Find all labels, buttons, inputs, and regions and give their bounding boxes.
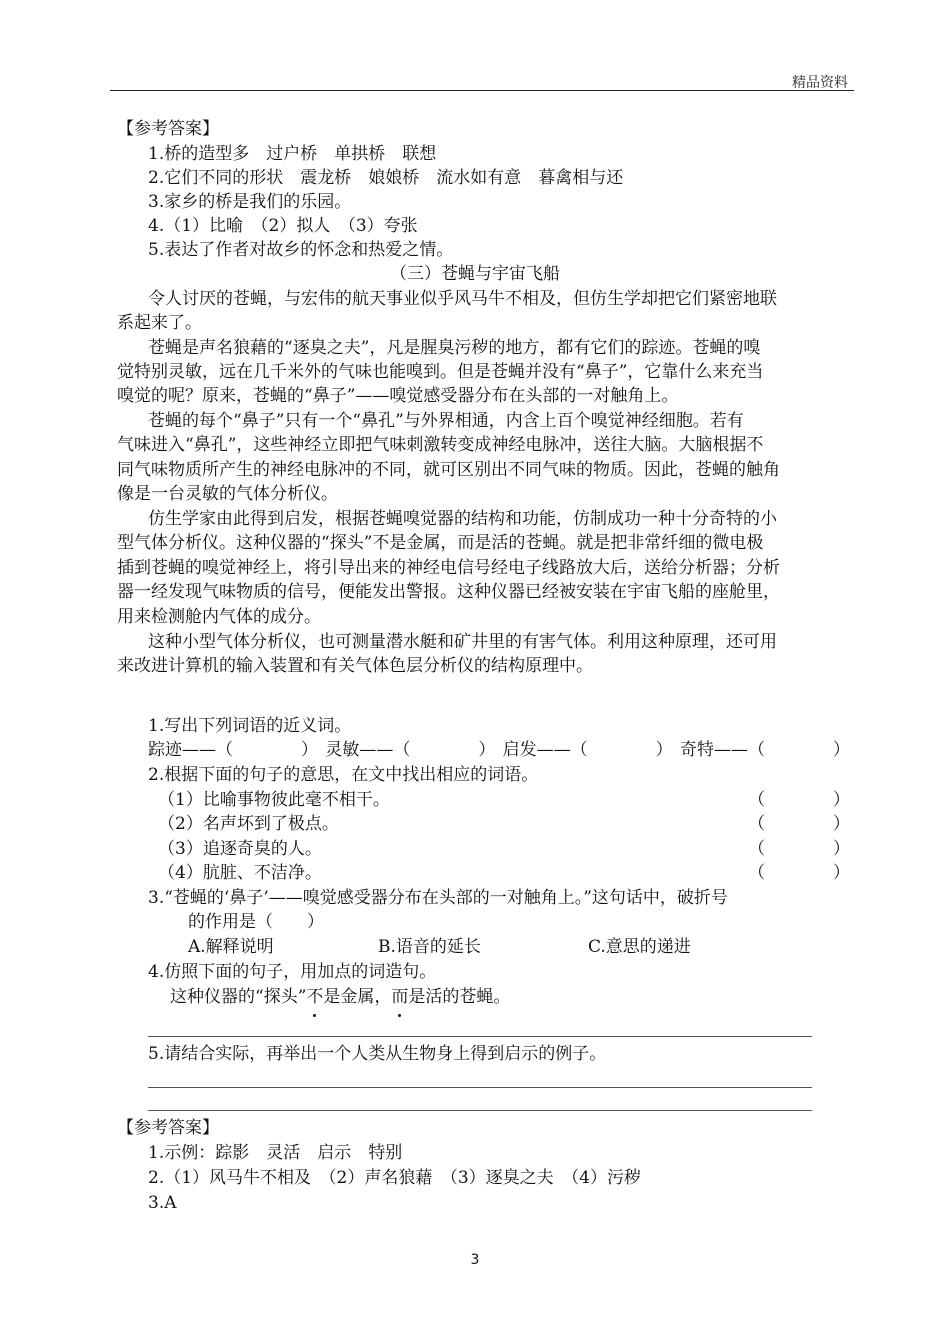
question-5: 5.请结合实际，再举出一个人类从生物身上得到启示的例子。 (148, 1044, 607, 1064)
option-c: C.意思的递进 (588, 937, 691, 957)
answers-heading: 【参考答案】 (117, 119, 219, 139)
article-title: （三）苍蝇与宇宙飞船 (390, 264, 560, 284)
answer-item: 3.家乡的桥是我们的乐园。 (148, 192, 352, 212)
answer-item: 4.（1）比喻 （2）拟人 （3）夸张 (148, 216, 418, 236)
question-1: 1.写出下列词语的近义词。 (148, 716, 352, 736)
synonym-blank: 灵敏——（ ） (325, 740, 496, 760)
emphasis-word: 而 (391, 987, 409, 1007)
question-2-item: （1）比喻事物彼此毫不相干。 （ ） (158, 790, 850, 810)
answer-blank: （ ） (748, 863, 850, 883)
article-line: 这种小型气体分析仪，也可测量潜水艇和矿井里的有害气体。利用这种原理，还可用 (148, 632, 777, 652)
question-1-items (148, 738, 850, 762)
article-line: 嗅觉的呢？原来，苍蝇的“鼻子”——嗅觉感受器分布在头部的一对触角上。 (117, 386, 679, 406)
article-line: 来改进计算机的输入装置和有关气体色层分析仪的结构原理中。 (117, 656, 593, 676)
article-line: 苍蝇是声名狼藉的“逐臭之夫”，凡是腥臭污秽的地方，都有它们的踪迹。苍蝇的嗅 (148, 338, 761, 358)
page-number: 3 (470, 1252, 480, 1268)
answer-line (148, 1110, 812, 1111)
answer-line (148, 1036, 812, 1037)
article-line: 同气味物质所产生的神经电脉冲的不同，就可区别出不同气味的物质。因此，苍蝇的触角 (117, 460, 780, 480)
answer-item: 1.桥的造型多 过户桥 单拱桥 联想 (148, 144, 437, 164)
question-2: 2.根据下面的句子的意思，在文中找出相应的词语。 (148, 765, 539, 785)
question-2-item: （2）名声坏到了极点。 （ ） (158, 814, 850, 834)
option-a: A.解释说明 (188, 937, 274, 957)
article-line: 型气体分析仪。这种仪器的“探头”不是金属，而是活的苍蝇。就是把非常纤细的微电极 (117, 533, 764, 553)
answer-item: 2.（1）风马牛不相及 （2）声名狼藉 （3）逐臭之夫 （4）污秽 (148, 1168, 641, 1188)
article-line: 用来检测舱内气体的成分。 (117, 607, 321, 627)
question-3-cont: 的作用是（ ） (188, 912, 324, 932)
answer-blank: （ ） (748, 790, 850, 810)
article-line: 苍蝇的每个“鼻子”只有一个“鼻孔”与外界相通，内含上百个嗅觉神经细胞。若有 (148, 411, 744, 431)
answer-item: 1.示例：踪影 灵活 启示 特别 (148, 1143, 403, 1163)
article-line: 令人讨厌的苍蝇，与宏伟的航天事业似乎风马牛不相及，但仿生学却把它们紧密地联 (148, 289, 777, 309)
header-label: 精品资料 (792, 75, 848, 91)
article-line: 觉特别灵敏，远在几千米外的气味也能嗅到。但是苍蝇并没有“鼻子”，它靠什么来充当 (117, 362, 764, 382)
question-2-item: （4）肮脏、不洁净。 （ ） (158, 863, 850, 883)
synonym-blank: 启发——（ ） (502, 740, 673, 760)
article-line: 像是一台灵敏的气体分析仪。 (117, 484, 338, 504)
article-line: 器一经发现气味物质的信号，便能发出警报。这种仪器已经被安装在宇宙飞船的座舱里， (117, 582, 780, 602)
emphasis-word: 不 (306, 987, 324, 1007)
question-3: 3.“苍蝇的‘鼻子’——嗅觉感受器分布在头部的一对触角上。”这句话中，破折号 (148, 888, 728, 908)
synonym-blank: 奇特——（ ） (679, 740, 850, 760)
answer-blank: （ ） (748, 814, 850, 834)
answer-item: 3.A (148, 1193, 177, 1213)
answer-item: 2.它们不同的形状 震龙桥 娘娘桥 流水如有意 暮禽相与还 (148, 168, 624, 188)
article-line: 气味进入“鼻孔”，这些神经立即把气味刺激转变成神经电脉冲，送往大脑。大脑根据不 (117, 435, 764, 455)
article-line: 系起来了。 (117, 313, 202, 333)
answers-heading: 【参考答案】 (117, 1118, 219, 1138)
answer-line (148, 1087, 812, 1088)
article-line: 仿生学家由此得到启发，根据苍蝇嗅觉器的结构和功能，仿制成功一种十分奇特的小 (148, 509, 777, 529)
question-2-item: （3）追逐奇臭的人。 （ ） (158, 839, 850, 859)
header-divider (110, 90, 854, 91)
article-line: 插到苍蝇的嗅觉神经上，将引导出来的神经电信号经电子线路放大后，送给分析器；分析 (117, 558, 780, 578)
question-4: 4.仿照下面的句子，用加点的词造句。 (148, 962, 437, 982)
option-b: B.语音的延长 (378, 937, 481, 957)
example-sentence: 这种仪器的“探头”不是金属，而是活的苍蝇。 (170, 987, 511, 1007)
answer-item: 5.表达了作者对故乡的怀念和热爱之情。 (148, 240, 454, 260)
answer-blank: （ ） (748, 839, 850, 859)
synonym-blank: 踪迹——（ ） (148, 740, 318, 760)
